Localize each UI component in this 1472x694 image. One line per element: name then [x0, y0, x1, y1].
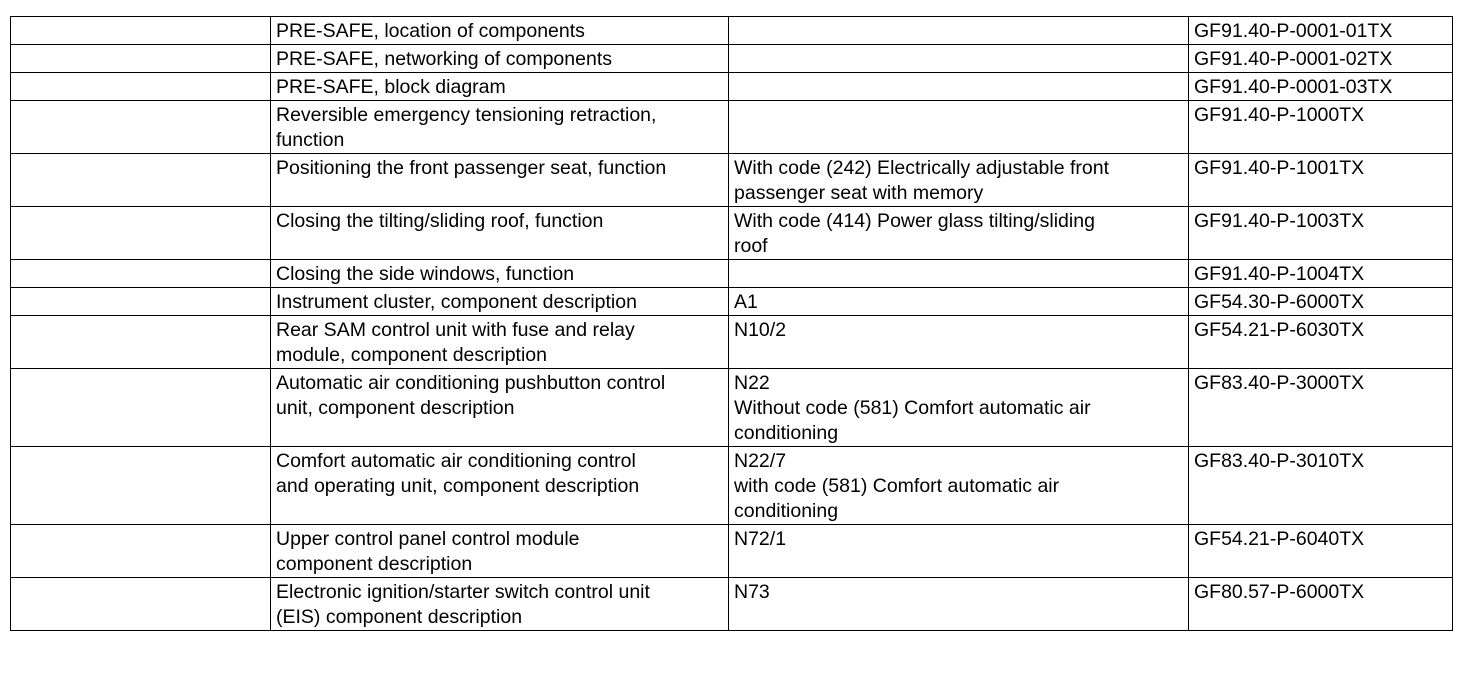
table-row — [11, 73, 1453, 101]
doc-id-cell: GF80.57-P-6000TX — [1189, 578, 1453, 631]
group-cell — [11, 73, 271, 101]
group-cell — [11, 316, 271, 369]
table-row — [11, 525, 1453, 578]
group-cell — [11, 525, 271, 578]
doc-id-cell: GF54.21-P-6040TX — [1189, 525, 1453, 578]
table-row — [11, 578, 1453, 631]
doc-id-cell: GF83.40-P-3010TX — [1189, 447, 1453, 525]
table-row — [11, 447, 1453, 525]
title-cell: Rear SAM control unit with fuse and relay module, component description — [271, 316, 729, 369]
title-cell: Positioning the front passenger seat, function — [271, 154, 729, 207]
doc-id-cell: GF91.40-P-1001TX — [1189, 154, 1453, 207]
group-cell — [11, 154, 271, 207]
condition-cell: With code (414) Power glass tilting/sliding roof — [729, 207, 1189, 260]
doc-id-cell: GF91.40-P-0001-01TX — [1189, 17, 1453, 45]
condition-cell — [729, 260, 1189, 288]
group-cell — [11, 447, 271, 525]
group-cell — [11, 207, 271, 260]
table-row — [11, 260, 1453, 288]
doc-id-cell: GF91.40-P-1000TX — [1189, 101, 1453, 154]
document-table — [10, 16, 1453, 631]
group-cell — [11, 288, 271, 316]
title-cell: Automatic air conditioning pushbutton control unit, component description — [271, 369, 729, 447]
doc-id-cell: GF54.30-P-6000TX — [1189, 288, 1453, 316]
title-cell: Upper control panel control module component description — [271, 525, 729, 578]
doc-id-cell: GF91.40-P-1003TX — [1189, 207, 1453, 260]
table-row — [11, 17, 1453, 45]
title-cell: Reversible emergency tensioning retraction, function — [271, 101, 729, 154]
group-cell — [11, 45, 271, 73]
condition-cell: N72/1 — [729, 525, 1189, 578]
title-cell: Electronic ignition/starter switch control unit (EIS) component description — [271, 578, 729, 631]
title-cell: PRE-SAFE, location of components — [271, 17, 729, 45]
group-cell — [11, 17, 271, 45]
condition-cell: N10/2 — [729, 316, 1189, 369]
table-row — [11, 207, 1453, 260]
table-row — [11, 288, 1453, 316]
condition-cell — [729, 45, 1189, 73]
condition-cell — [729, 17, 1189, 45]
doc-id-cell: GF91.40-P-0001-02TX — [1189, 45, 1453, 73]
title-cell: Closing the side windows, function — [271, 260, 729, 288]
condition-cell: With code (242) Electrically adjustable front passenger seat with memory — [729, 154, 1189, 207]
doc-id-cell: GF91.40-P-0001-03TX — [1189, 73, 1453, 101]
group-cell — [11, 101, 271, 154]
table-row — [11, 101, 1453, 154]
title-cell: PRE-SAFE, networking of components — [271, 45, 729, 73]
condition-cell: N73 — [729, 578, 1189, 631]
title-cell: PRE-SAFE, block diagram — [271, 73, 729, 101]
doc-id-cell: GF54.21-P-6030TX — [1189, 316, 1453, 369]
table-row — [11, 316, 1453, 369]
condition-cell: N22 Without code (581) Comfort automatic air conditioning — [729, 369, 1189, 447]
group-cell — [11, 260, 271, 288]
condition-cell — [729, 73, 1189, 101]
table-row — [11, 45, 1453, 73]
title-cell: Comfort automatic air conditioning control and operating unit, component description — [271, 447, 729, 525]
table-row — [11, 369, 1453, 447]
table-row — [11, 154, 1453, 207]
title-cell: Closing the tilting/sliding roof, function — [271, 207, 729, 260]
condition-cell — [729, 101, 1189, 154]
condition-cell: A1 — [729, 288, 1189, 316]
condition-cell: N22/7 with code (581) Comfort automatic air conditioning — [729, 447, 1189, 525]
doc-id-cell: GF83.40-P-3000TX — [1189, 369, 1453, 447]
group-cell — [11, 578, 271, 631]
doc-id-cell: GF91.40-P-1004TX — [1189, 260, 1453, 288]
title-cell: Instrument cluster, component description — [271, 288, 729, 316]
group-cell — [11, 369, 271, 447]
